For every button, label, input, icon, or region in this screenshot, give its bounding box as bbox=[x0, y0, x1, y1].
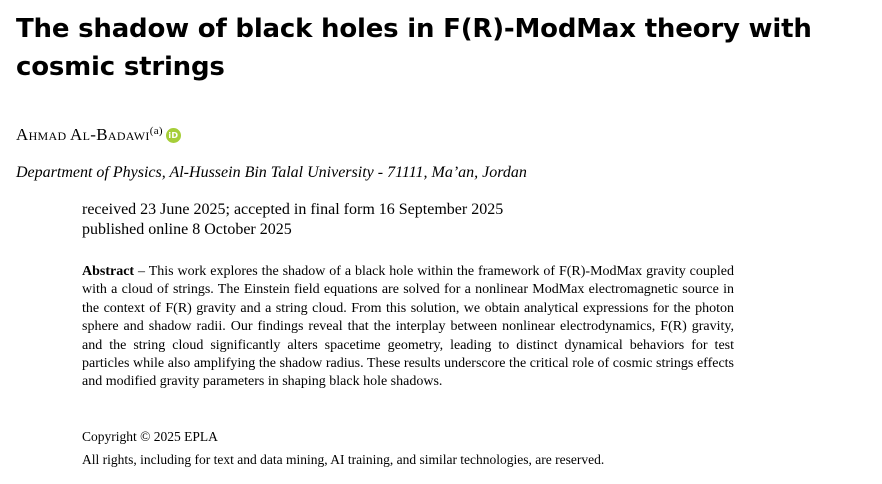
author-name: Ahmad Al-Badawi bbox=[16, 125, 150, 144]
author-affiliation: Department of Physics, Al-Hussein Bin Talal University - 71111, Ma’an, Jordan bbox=[16, 164, 527, 181]
author-line bbox=[16, 125, 181, 145]
copyright-notice: Copyright © 2025 EPLA bbox=[82, 429, 218, 444]
abstract-separator: – bbox=[134, 264, 149, 279]
rights-notice: All rights, including for text and data mining, AI training, and similar technologies, are reserved. bbox=[82, 452, 605, 467]
orcid-icon[interactable]: iD bbox=[166, 128, 181, 143]
abstract-text: This work explores the shadow of a black hole within the framework of F(R)-ModMax gravity coupled with a cloud of strings. The Einstein field equations are solved for a nonlinear ModMax electromagnetic source in the context of F(R) gravity and a string cloud. From this solution, we obtain analytical expressions for the photon sphere and shadow radii. Our findings reveal that the interplay between nonlinear electrodynamics, F(R) gravity, and the string cloud significantly alters spacetime geometry, leading to distinct dynamical behaviors for test particles while also amplifying the shadow radius. These results underscore the critical role of cosmic strings effects and modified gravity parameters in shaping black hole shadows. bbox=[82, 264, 735, 390]
published-online-date: published online 8 October 2025 bbox=[82, 221, 292, 238]
abstract-heading: Abstract bbox=[82, 264, 135, 279]
publication-dates bbox=[82, 200, 503, 240]
affiliation-mark: (a) bbox=[149, 125, 163, 137]
received-accepted-dates: received 23 June 2025; accepted in final form 16 September 2025 bbox=[82, 201, 504, 218]
abstract bbox=[82, 263, 734, 392]
paper-title: The shadow of black holes in F(R)-ModMax theory with cosmic strings bbox=[16, 14, 812, 82]
